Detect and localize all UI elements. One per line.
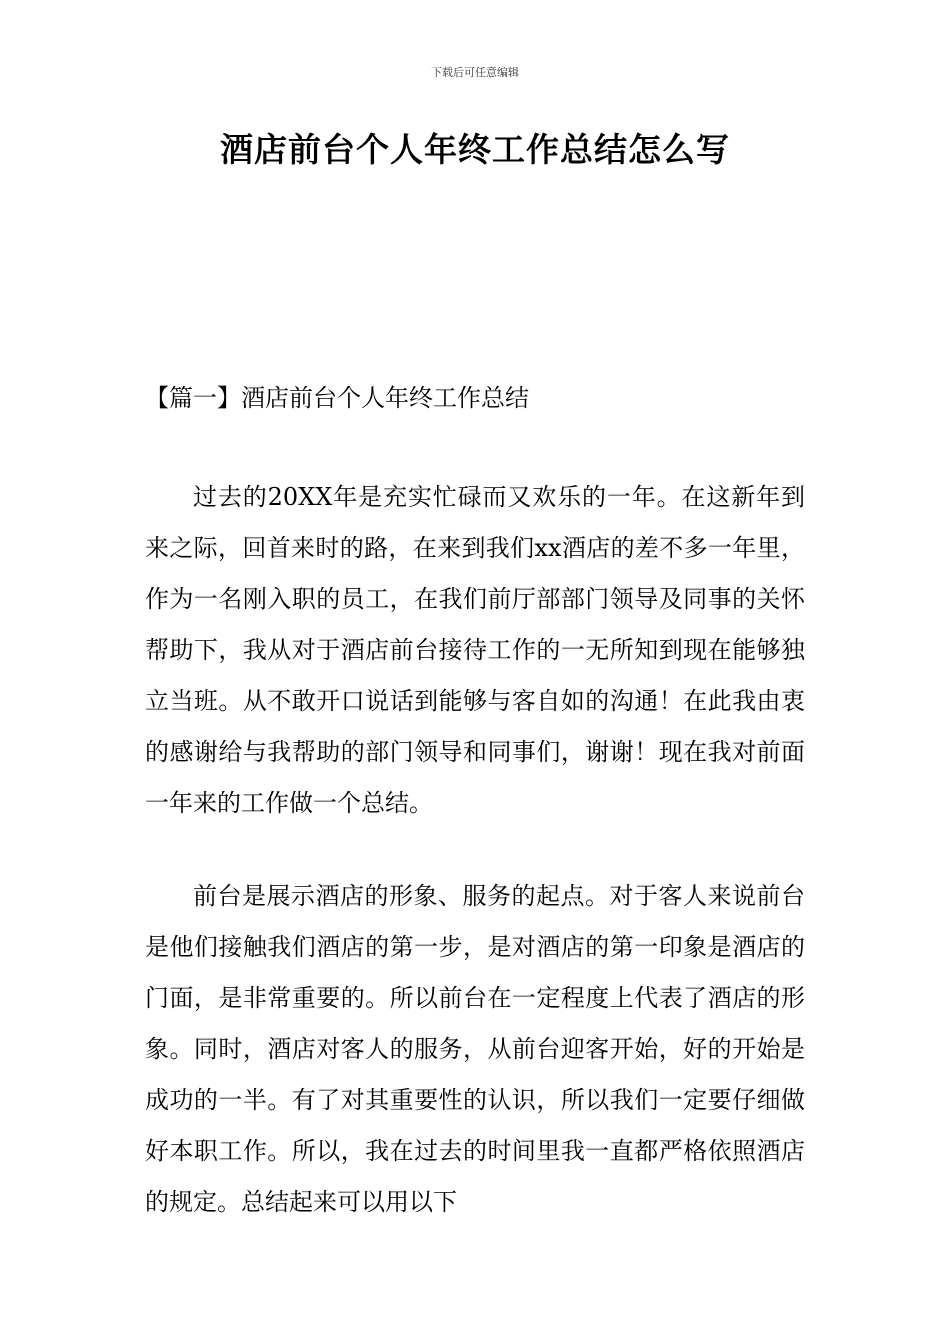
body-paragraph-2: 前台是展示酒店的形象、服务的起点。对于客人来说前台是他们接触我们酒店的第一步，是对酒店的第一印象是酒店的门面，是非常重要的。所以前台在一定程度上代表了酒店的形象。同时，酒店对客人的服务，从前台迎客开始，好的开始是成功的一半。有了对其重要性的认识，所以我们一定要仔细做好本职工作。所以，我在过去的时间里我一直都严格依照酒店的规定。总结起来可以用以下 [145,882,805,1216]
section-heading: 【篇一】酒店前台个人年终工作总结 [145,384,529,412]
document-title: 酒店前台个人年终工作总结怎么写 [220,130,730,169]
body-paragraph-1: 过去的20XX年是充实忙碌而又欢乐的一年。在这新年到来之际，回首来时的路，在来到我们xx酒店的差不多一年里，作为一名刚入职的员工，在我们前厅部部门领导及同事的关怀帮助下，我从对于酒店前台接待工作的一无所知到现在能够独立当班。从不敢开口说话到能够与客自如的沟通！在此我由衷的感谢给与我帮助的部门领导和同事们，谢谢！现在我对前面一年来的工作做一个总结。 [145,483,805,817]
header-note: 下载后可任意编辑 [431,66,519,79]
